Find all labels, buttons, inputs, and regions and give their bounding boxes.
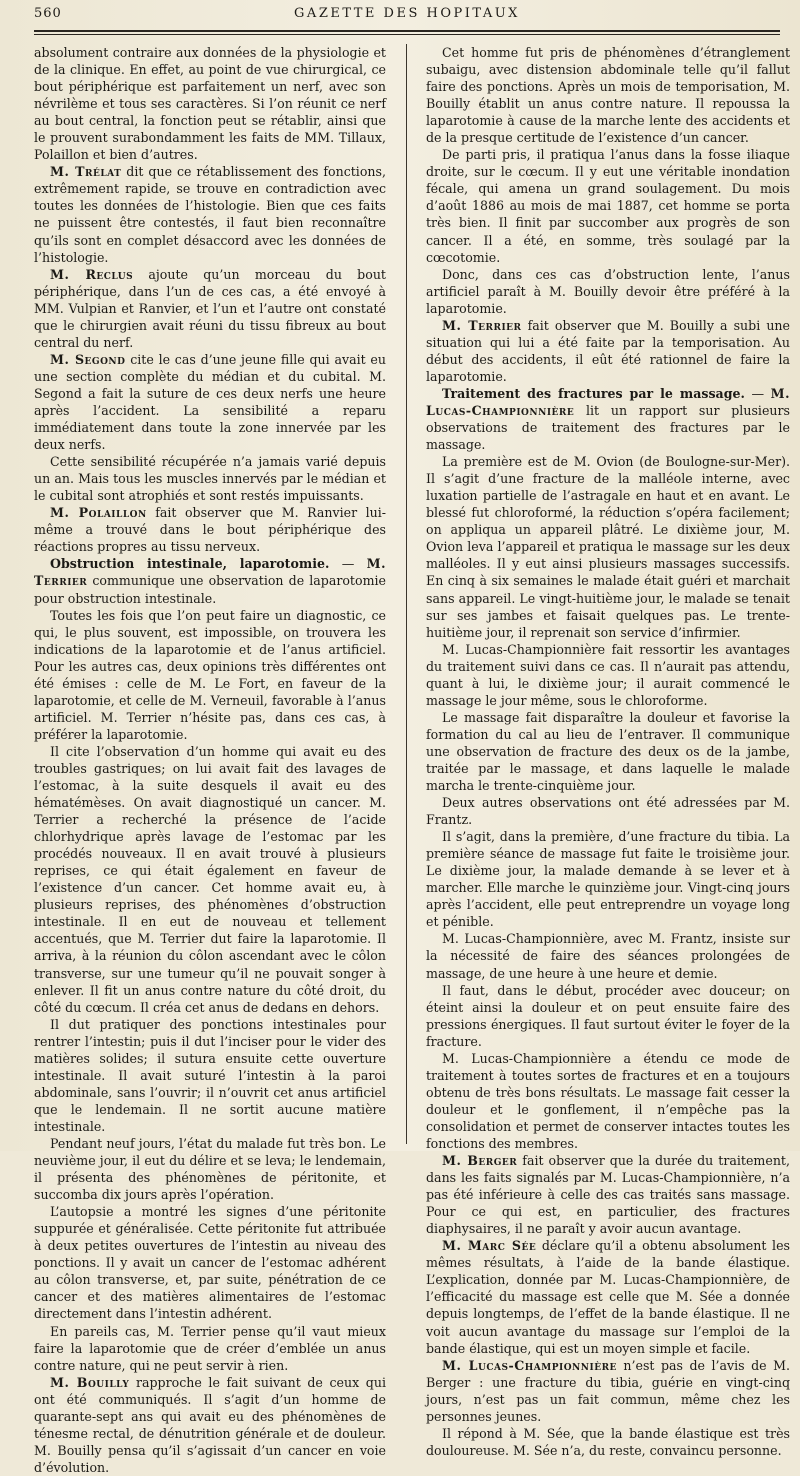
paragraph: [34, 44, 386, 163]
paragraph: [34, 1374, 386, 1476]
paragraph: [426, 146, 790, 265]
speaker-name: M. Terrier: [442, 317, 522, 333]
paragraph-text: En pareils cas, M. Terrier pense qu’il vaut mieux faire la laparotomie que de créer d’emblée un anus contre nature, qui ne peut servir à rien.: [34, 1323, 386, 1373]
speaker-name: M. Marc Sée: [442, 1238, 537, 1254]
paragraph-text: Il faut, dans le début, procéder avec douceur; on éteint ainsi la douleur et on peut ensuite faire des pressions énergiques. Il faut surtout éviter le foyer de la fracture.: [426, 982, 790, 1049]
paragraph-text: fait observer que M. Bouilly a subi une situation qui lui a été faite par la temporisation. Au début des accidents, il eût été rationnel de faire la laparotomie.: [426, 317, 790, 384]
paragraph-text: Le massage fait disparaître la douleur et favorise la formation du cal au lieu de l’entraver. Il communique une observation de fracture des deux os de la jambe, traitée par le massage, et dans laquelle le malade marcha le trente-cinquième jour.: [426, 709, 790, 794]
section-heading: [34, 555, 386, 606]
paragraph: [426, 317, 790, 385]
paragraph: [34, 1135, 386, 1203]
paragraph-text: rapproche le fait suivant de ceux qui ont été communiqués. Il s’agit d’un homme de quarante-sept ans qui avait eu des phénomènes de ténesme rectal, de dénutrition générale et de douleur. M. Bouilly pensa qu’il s’agissait d’un cancer en voie d’évolution.: [34, 1374, 386, 1475]
paragraph: [34, 607, 386, 743]
paragraph-text: De parti pris, il pratiqua l’anus dans la fosse iliaque droite, sur le cœcum. Il y eut une véritable inondation fécale, qui amena un grand soulagement. Du mois d’août 1886 au mois de mai 1887, cet homme se porta très bien. Il finit par succomber aux progrès de son cancer. Il a été, en somme, très soulagé par la cœcotomie.: [426, 147, 790, 265]
paragraph: [426, 1050, 790, 1152]
header-rule: [34, 30, 780, 35]
paragraph: [426, 44, 790, 146]
speaker-name: M. Segond: [50, 351, 126, 367]
paragraph-text: Il s’agit, dans la première, d’une fracture du tibia. La première séance de massage fut faite le troisième jour. Le dixième jour, la malade demande à se lever et à marcher. Elle marche le quinzième jour. Vingt-cinq jours après l’accident, elle peut entreprendre un voyage long et pénible.: [426, 829, 790, 930]
speaker-name: M. Bouilly: [50, 1374, 130, 1390]
heading-dash: —: [744, 385, 771, 401]
paragraph-text: Il dut pratiquer des ponctions intestinales pour rentrer l’intestin; puis il dut l’inciser pour le vider des matières solides; il sutura ensuite cette ouverture intestinale. Il avait suturé l’intestin à la paroi abdominale, sans l’ouvrir; il n’ouvrit cet anus artificiel que le lendemain. Il ne sortit aucune matière intestinale.: [34, 1016, 386, 1134]
paragraph-text: Il cite l’observation d’un homme qui avait eu des troubles gastriques; on lui avait fait des lavages de l’estomac, à la suite desquels il avait eu des hématémèses. On avait diagnostiqué un cancer. M. Terrier a recherché la présence de l’acide chlorhydrique après lavage de l’estomac par les procédés nouveaux. Il en avait trouvé à plusieurs reprises, ce qui était également en faveur de l’existence d’un cancer. Cet homme avait eu, à plusieurs reprises, des phénomènes d’obstruction intestinale. Il en eut de nouveau et tellement accentués, que M. Terrier dut faire la laparotomie. Il arriva, à la réunion du côlon ascendant avec le côlon transverse, sur une tumeur qu’il ne pouvait songer à enlever. Il fit un anus contre nature du côté droit, du côté du cœcum. Il créa cet anus de dedans en dehors.: [34, 743, 386, 1015]
speaker-name: M. Polaillon: [50, 505, 147, 521]
right-column: [426, 44, 790, 1459]
paragraph: [426, 930, 790, 981]
paragraph: [34, 1203, 386, 1322]
paragraph-text: Toutes les fois que l’on peut faire un diagnostic, ce qui, le plus souvent, est impossible, on trouvera les indications de la laparotomie et de l’anus artificiel. Pour les autres cas, deux opinions très différentes ont été émises : celle de M. Le Fort, en faveur de la laparotomie, et celle de M. Verneuil, favorable à l’anus artificiel. M. Terrier n’hésite pas, dans ces cas, à préférer la laparotomie.: [34, 607, 386, 742]
section-heading: [426, 385, 790, 453]
left-column: [34, 44, 386, 1476]
paragraph: [34, 504, 386, 555]
paragraph-text: M. Lucas-Championnière a étendu ce mode de traitement à toutes sortes de fractures et en a toujours obtenu de très bons résultats. Le massage fait cesser la douleur et le gonflement, il n’empêche pas la consolidation et permet de conserver intactes toutes les fonctions des membres.: [426, 1050, 790, 1151]
paragraph: [34, 1323, 386, 1374]
paragraph: [34, 163, 386, 265]
paragraph-text: cite le cas d’une jeune fille qui avait eu une section complète du médian et du cubital. M. Segond a fait la suture de ces deux nerfs une heure après l’accident. La sensibilité a reparu immédiatement dans toute la zone innervée par les deux nerfs.: [34, 351, 386, 453]
paragraph: [34, 351, 386, 453]
speaker-name: M. Reclus: [50, 266, 134, 282]
speaker-name: M. Lucas-Championnière: [442, 1357, 617, 1373]
paragraph: [426, 709, 790, 794]
paragraph-text: fait observer que la durée du traitement, dans les faits signalés par M. Lucas-Championnière, n’a pas été inférieure à celle des cas traités sans massage. Pour ce qui est, en particulier, des fractures diaphysaires, il ne paraît y avoir aucun avantage.: [426, 1153, 790, 1237]
paragraph-text: Cet homme fut pris de phénomènes d’étranglement subaigu, avec distension abdominale telle qu’il fallut faire des ponctions. Après un mois de temporisation, M. Bouilly établit un anus contre nature. Il repoussa la laparotomie à cause de la marche lente des accidents et de la presque certitude de l’existence d’un cancer.: [426, 45, 790, 146]
paragraph: [426, 1425, 790, 1459]
paragraph: [426, 1237, 790, 1356]
paragraph-text: Il répond à M. Sée, que la bande élastique est très douloureuse. M. Sée n’a, du reste, convaincu personne.: [426, 1425, 790, 1458]
paragraph: [426, 828, 790, 930]
paragraph: [426, 266, 790, 317]
page-number: 560: [34, 6, 62, 21]
paragraph-text: L’autopsie a montré les signes d’une péritonite suppurée et généralisée. Cette péritonite fut attribuée à deux petites ouvertures de l’intestin au niveau des ponctions. Il y avait un cancer de l’estomac adhérent au côlon transverse, et, par suite, pénétration de ce cancer et des matières alimentaires de l’estomac directement dans l’intestin adhérent.: [34, 1204, 386, 1322]
paragraph-text: fait observer que M. Ranvier lui-même a trouvé dans le bout périphérique des réactions propres au tissu nerveux.: [34, 505, 386, 555]
heading-title: Obstruction intestinale, laparotomie.: [50, 556, 330, 572]
heading-text: lit un rapport sur plusieurs observations de traitement des fractures par le massage.: [426, 402, 790, 453]
paragraph: [426, 1357, 790, 1425]
paragraph: [426, 982, 790, 1050]
paragraph-text: Cette sensibilité récupérée n’a jamais varié depuis un an. Mais tous les muscles innervés par le médian et le cubital sont atrophiés et sont restés impuissants.: [34, 454, 386, 504]
paragraph: [34, 266, 386, 351]
paragraph-text: Donc, dans ces cas d’obstruction lente, l’anus artificiel paraît à M. Bouilly devoir être préféré à la laparotomie.: [426, 266, 790, 316]
running-header: [34, 6, 780, 28]
paragraph-text: n’est pas de l’avis de M. Berger : une fracture du tibia, guérie en vingt-cinq jours, n’est pas un fait commun, même chez les personnes jeunes.: [426, 1357, 791, 1424]
paragraph: [34, 743, 386, 1016]
paragraph-text: déclare qu’il a obtenu absolument les mêmes résultats, à l’aide de la bande élastique. L’explication, donnée par M. Lucas-Championnière, de l’efficacité du massage est celle que M. Sée a donnée depuis longtemps, de l’effet de la bande élastique. Il ne voit aucun avantage du massage sur l’emploi de la bande élastique, qui est un moyen simple et facile.: [426, 1238, 790, 1356]
heading-dash: —: [329, 556, 367, 572]
speaker-name: M. Berger: [442, 1153, 518, 1169]
journal-title: GAZETTE DES HOPITAUX: [294, 6, 520, 21]
paragraph: [426, 641, 790, 709]
paragraph-text: absolument contraire aux données de la physiologie et de la clinique. En effet, au point de vue chirurgical, ce bout périphérique est parfaitement un nerf, avec son névrilème et tous ses caractères. Si l’on réunit ce nerf au bout central, la fonction peut se rétablir, ainsi que le prouvent surabondamment les faits de MM. Tillaux, Polaillon et bien d’autres.: [34, 45, 386, 163]
paragraph: [426, 794, 790, 828]
paragraph-text: Pendant neuf jours, l’état du malade fut très bon. Le neuvième jour, il eut du délire et se leva; le lendemain, il présenta des phénomènes de péritonite, et succomba dix jours après l’opération.: [34, 1136, 386, 1203]
paragraph-text: M. Lucas-Championnière fait ressortir les avantages du traitement suivi dans ce cas. Il n’aurait pas attendu, quant à lui, le dixième jour; il aurait commencé le massage le jour même, sous le chloroforme.: [426, 641, 790, 708]
speaker-name: M. Lucas-Championnière: [426, 385, 790, 418]
paragraph-text: ajoute qu’un morceau du bout périphérique, dans l’un de ces cas, a été envoyé à MM. Vulpian et Ranvier, et l’un et l’autre ont constaté que le chirurgien avait réuni du tissu fibreux au bout central du nerf.: [34, 266, 386, 350]
paragraph: [34, 1016, 386, 1135]
paragraph: [426, 1152, 790, 1237]
heading-title: Traitement des fractures par le massage.: [442, 385, 745, 401]
heading-text: communique une observation de laparotomie pour obstruction intestinale.: [34, 573, 386, 606]
paragraph-text: La première est de M. Ovion (de Boulogne-sur-Mer). Il s’agit d’une fracture de la malléole interne, avec luxation partielle de l’astragale en haut et en avant. Le blessé fut chloroformé, la réduction s’opéra facilement; on appliqua un appareil plâtré. Le dixième jour, M. Ovion leva l’appareil et pratiqua le massage sur les deux malléoles. Il y eut ainsi plusieurs massages successifs. En cinq à six semaines le malade était guéri et marchait sans appareil. Le vingt-huitième jour, le malade se tenait sur ses jambes et faisait quelques pas. Le trente-huitième jour, il reprenait son service d’infirmier.: [426, 454, 790, 640]
paragraph: [426, 453, 790, 641]
paragraph-text: Deux autres observations ont été adressées par M. Frantz.: [426, 795, 790, 828]
speaker-name: M. Trélat: [50, 164, 122, 180]
paragraph-text: dit que ce rétablissement des fonctions, extrêmement rapide, se trouve en contradiction avec toutes les données de l’histologie. Bien que ces faits ne puissent être contestés, il faut bien reconnaître qu’ils sont en complet désaccord avec les données de l’histologie.: [34, 164, 386, 265]
paragraph: [34, 453, 386, 504]
speaker-name: M. Terrier: [34, 556, 386, 589]
paragraph-text: M. Lucas-Championnière, avec M. Frantz, insiste sur la nécessité de faire des séances prolongées de massage, de une heure à une heure et demie.: [426, 931, 790, 981]
column-divider: [406, 44, 407, 1144]
